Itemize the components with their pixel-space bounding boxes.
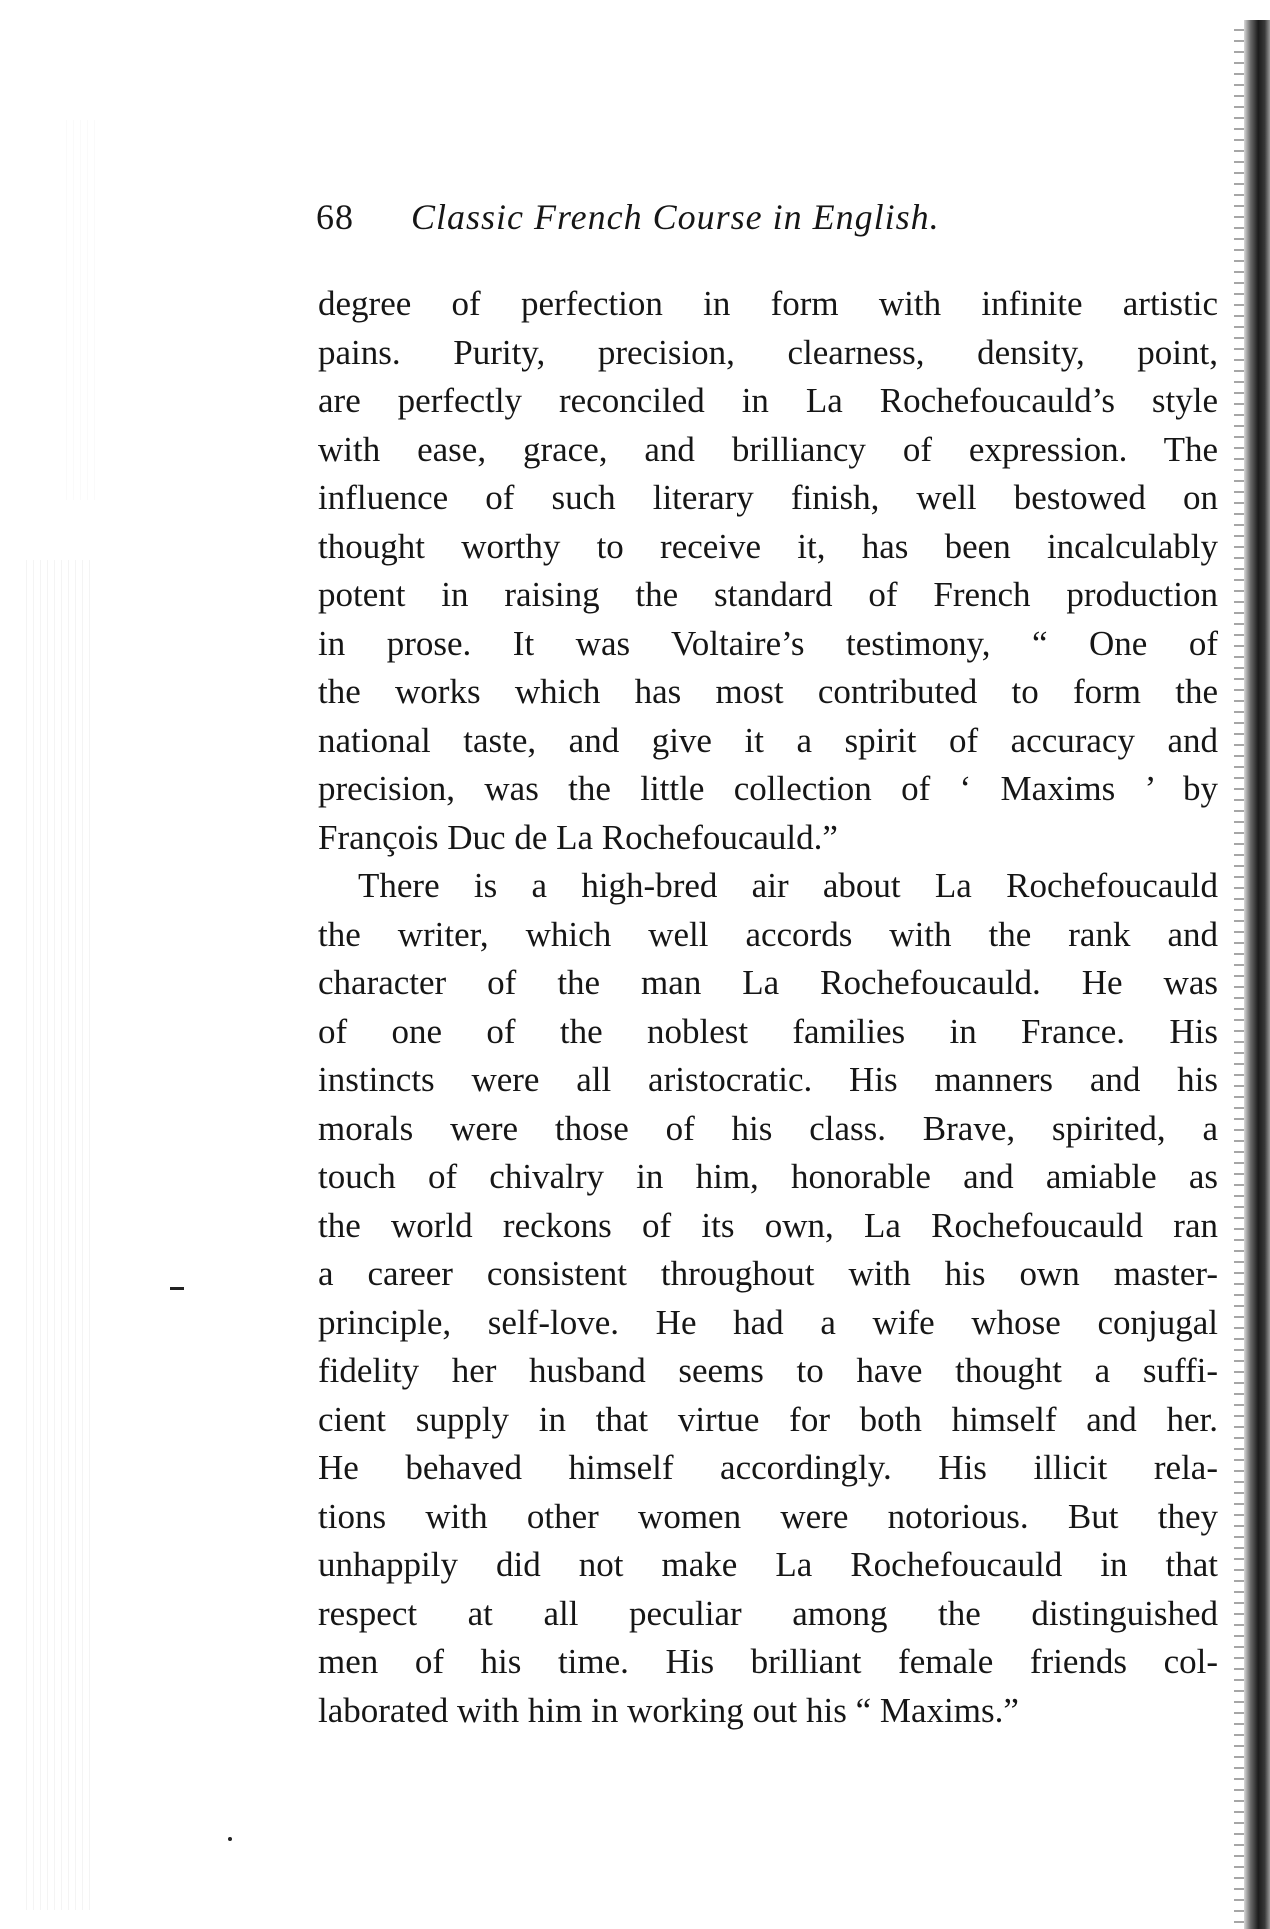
text-line: influence of such literary finish, well bestowed on (318, 478, 1218, 517)
text-line: of one of the noblest families in France. His (318, 1011, 1218, 1051)
text-line: with ease, grace, and brilliancy of expression. The (318, 429, 1218, 469)
running-header (316, 196, 1216, 246)
scan-speck (170, 1287, 184, 1290)
text-line: tions with other women were notorious. But they (318, 1496, 1218, 1536)
text-line: pains. Purity, precision, clearness, density, point, (318, 332, 1218, 372)
text-line: respect at all peculiar among the distinguished (318, 1593, 1218, 1633)
text-line: laborated with him in working out his “ Maxims.” (318, 1690, 1019, 1730)
text-line: men of his time. His brilliant female friends col- (318, 1642, 1218, 1681)
text-line: are perfectly reconciled in La Rochefoucauld’s style (318, 381, 1218, 420)
text-line: There is a high-bred air about La Rochefoucauld (358, 866, 1218, 905)
text-line: thought worthy to receive it, has been incalculably (318, 526, 1218, 566)
scan-speck (228, 1837, 232, 1841)
text-line: degree of perfection in form with infinite artistic (318, 284, 1218, 323)
scan-artifact-left (20, 560, 90, 1910)
text-line: touch of chivalry in him, honorable and amiable as (318, 1157, 1218, 1196)
text-line: precision, was the little collection of ‘ Maxims ’ by (318, 769, 1218, 808)
text-line: He behaved himself accordingly. His illicit rela- (318, 1448, 1218, 1487)
body-text (318, 280, 1218, 1735)
text-line: instincts were all aristocratic. His manners and his (318, 1060, 1218, 1099)
text-line: François Duc de La Rochefoucauld.” (318, 817, 838, 857)
text-line: the works which has most contributed to form the (318, 672, 1218, 711)
page-binding-edge (1244, 20, 1270, 1929)
text-line: morals were those of his class. Brave, spirited, a (318, 1108, 1218, 1148)
text-line: cient supply in that virtue for both himself and her. (318, 1399, 1218, 1439)
text-line: fidelity her husband seems to have thought a suffi- (318, 1351, 1218, 1390)
text-line: a career consistent throughout with his own master- (318, 1254, 1218, 1293)
text-line: character of the man La Rochefoucauld. He was (318, 963, 1218, 1002)
text-line: the world reckons of its own, La Rochefoucauld ran (318, 1205, 1218, 1245)
paragraph (318, 280, 1218, 862)
text-line: the writer, which well accords with the rank and (318, 914, 1218, 954)
text-line: principle, self-love. He had a wife whose conjugal (318, 1302, 1218, 1342)
text-line: national taste, and give it a spirit of accuracy and (318, 720, 1218, 760)
text-line: unhappily did not make La Rochefoucauld in that (318, 1545, 1218, 1584)
text-line: potent in raising the standard of French production (318, 575, 1218, 614)
page-number: 68 (316, 197, 354, 237)
running-title: Classic French Course in English. (411, 197, 940, 237)
paragraph (318, 862, 1218, 1735)
scan-artifact-top (60, 120, 100, 500)
text-line: in prose. It was Voltaire’s testimony, “ One of (318, 623, 1218, 663)
